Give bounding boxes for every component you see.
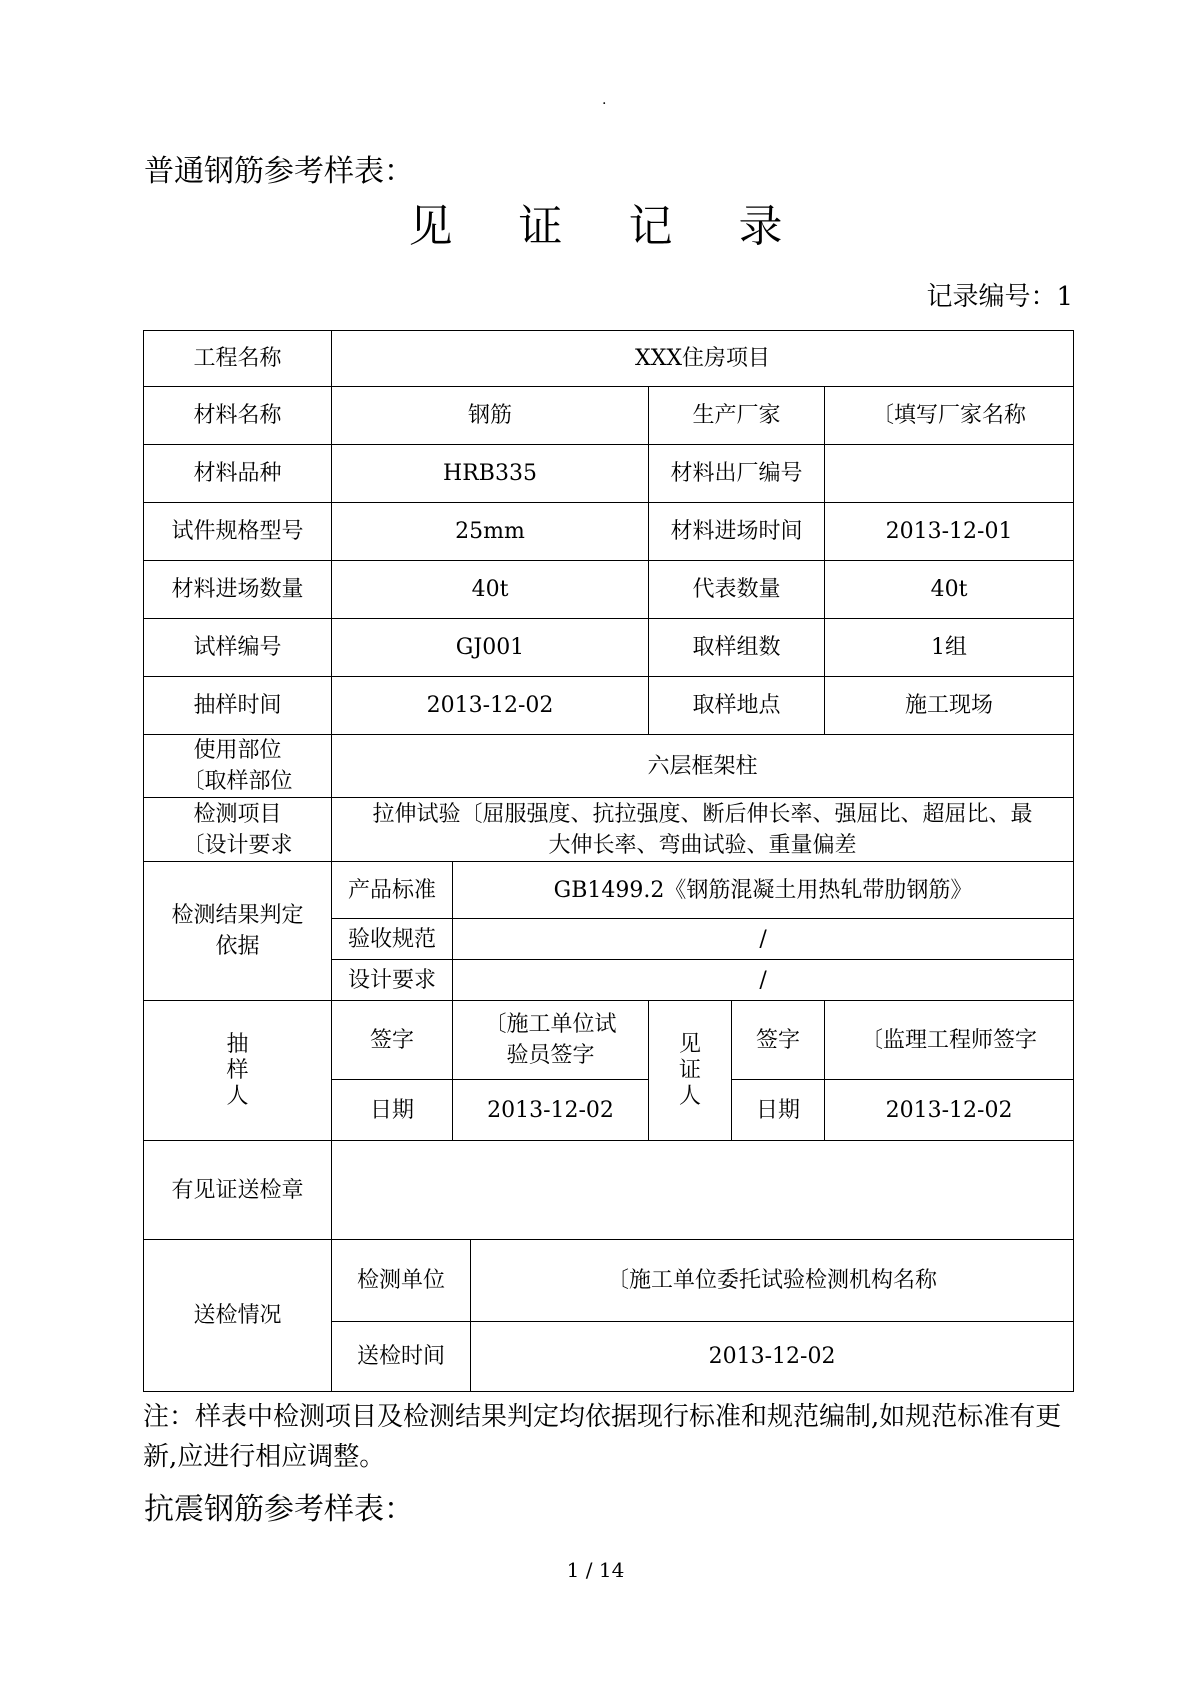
row-usage bbox=[144, 735, 1074, 798]
test-items-value-line1: 拉伸试验〔屈服强度、抗拉强度、断后伸长率、强屈比、超屈比、最 bbox=[372, 801, 1033, 827]
material-name-label: 材料名称 bbox=[144, 387, 332, 445]
witness-label-char1: 见 bbox=[678, 1031, 701, 1057]
witness-date-value: 2013-12-02 bbox=[825, 1080, 1074, 1141]
acceptance-value: / bbox=[453, 919, 1074, 960]
section2-heading: 抗震钢筋参考样表： bbox=[144, 1492, 414, 1527]
product-std-value: GB1499.2《钢筋混凝土用热轧带肋钢筋》 bbox=[453, 862, 1074, 919]
row-material-name bbox=[144, 387, 1074, 445]
entry-qty-value: 40t bbox=[332, 561, 649, 619]
row-spec bbox=[144, 503, 1074, 561]
test-unit-value: 〔施工单位委托试验检测机构名称 bbox=[471, 1240, 1074, 1322]
note-text: 注：样表中检测项目及检测结果判定均依据现行标准和规范编制,如规范标准有更新,应进行相应调整。 bbox=[143, 1402, 1062, 1472]
project-label: 工程名称 bbox=[144, 331, 332, 387]
manufacturer-label: 生产厂家 bbox=[649, 387, 825, 445]
design-req-label: 设计要求 bbox=[332, 960, 453, 1001]
witness-date-label: 日期 bbox=[732, 1080, 825, 1141]
submission-label: 送检情况 bbox=[144, 1240, 332, 1392]
acceptance-label: 验收规范 bbox=[332, 919, 453, 960]
row-quantity bbox=[144, 561, 1074, 619]
sampler-sign-line2: 验员签字 bbox=[506, 1043, 595, 1068]
sampling-place-value: 施工现场 bbox=[825, 677, 1074, 735]
test-items-label bbox=[144, 798, 332, 862]
rep-qty-label: 代表数量 bbox=[649, 561, 825, 619]
basis-label-line1: 检测结果判定 bbox=[171, 903, 304, 928]
page-number: 1 / 14 bbox=[566, 1558, 625, 1582]
sampler-label bbox=[144, 1001, 332, 1141]
record-number: 记录编号：1 bbox=[926, 282, 1073, 312]
material-name-value: 钢筋 bbox=[332, 387, 649, 445]
submit-time-value: 2013-12-02 bbox=[471, 1322, 1074, 1392]
sampler-label-char1: 抽 bbox=[226, 1031, 249, 1057]
row-sampling-time bbox=[144, 677, 1074, 735]
entry-time-value: 2013-12-01 bbox=[825, 503, 1074, 561]
page-title: 见 证 记 录 bbox=[408, 201, 809, 252]
submit-time-label: 送检时间 bbox=[332, 1322, 471, 1392]
product-std-label: 产品标准 bbox=[332, 862, 453, 919]
row-test-unit bbox=[144, 1240, 1074, 1322]
sampler-sign-label: 签字 bbox=[332, 1001, 453, 1080]
sampler-sign-value bbox=[453, 1001, 649, 1080]
test-items-value bbox=[332, 798, 1074, 862]
groups-label: 取样组数 bbox=[649, 619, 825, 677]
factory-no-value bbox=[825, 445, 1074, 503]
test-items-label-line1: 检测项目 bbox=[193, 801, 282, 827]
factory-no-label: 材料出厂编号 bbox=[649, 445, 825, 503]
spec-label: 试件规格型号 bbox=[144, 503, 332, 561]
variety-value: HRB335 bbox=[332, 445, 649, 503]
spec-value: 25mm bbox=[332, 503, 649, 561]
sampler-label-char2: 样 bbox=[226, 1057, 249, 1083]
sampler-date-label: 日期 bbox=[332, 1080, 453, 1141]
test-items-value-line2: 大伸长率、弯曲试验、重量偏差 bbox=[548, 832, 857, 858]
row-sample-no bbox=[144, 619, 1074, 677]
witness-sign-value: 〔监理工程师签字 bbox=[825, 1001, 1074, 1080]
witness-label bbox=[649, 1001, 732, 1141]
manufacturer-value: 〔填写厂家名称 bbox=[825, 387, 1074, 445]
sampler-label-char3: 人 bbox=[226, 1083, 249, 1109]
witness-label-char3: 人 bbox=[678, 1083, 701, 1109]
stamp-area bbox=[332, 1141, 1074, 1240]
witness-record-table bbox=[143, 330, 1074, 1392]
header-dot: . bbox=[602, 92, 607, 108]
sample-no-label: 试样编号 bbox=[144, 619, 332, 677]
test-unit-label: 检测单位 bbox=[332, 1240, 471, 1322]
variety-label: 材料品种 bbox=[144, 445, 332, 503]
basis-label-line2: 依据 bbox=[215, 934, 260, 959]
sampling-time-value: 2013-12-02 bbox=[332, 677, 649, 735]
sampling-place-label: 取样地点 bbox=[649, 677, 825, 735]
usage-value: 六层框架柱 bbox=[332, 735, 1074, 798]
sampler-date-value: 2013-12-02 bbox=[453, 1080, 649, 1141]
row-project bbox=[144, 331, 1074, 387]
test-items-label-line2: 〔设计要求 bbox=[182, 832, 293, 858]
groups-value: 1组 bbox=[825, 619, 1074, 677]
entry-qty-label: 材料进场数量 bbox=[144, 561, 332, 619]
row-test-items bbox=[144, 798, 1074, 862]
basis-label bbox=[144, 862, 332, 1001]
sampler-sign-line1: 〔施工单位试 bbox=[484, 1012, 617, 1037]
rep-qty-value: 40t bbox=[825, 561, 1074, 619]
section1-heading: 普通钢筋参考样表： bbox=[144, 154, 414, 189]
row-stamp bbox=[144, 1141, 1074, 1240]
design-req-value: / bbox=[453, 960, 1074, 1001]
entry-time-label: 材料进场时间 bbox=[649, 503, 825, 561]
sample-no-value: GJ001 bbox=[332, 619, 649, 677]
usage-label-line1: 使用部位 bbox=[193, 738, 282, 763]
row-variety bbox=[144, 445, 1074, 503]
project-value: XXX住房项目 bbox=[332, 331, 1074, 387]
witness-sign-label: 签字 bbox=[732, 1001, 825, 1080]
usage-label bbox=[144, 735, 332, 798]
stamp-label: 有见证送检章 bbox=[144, 1141, 332, 1240]
row-product-std bbox=[144, 862, 1074, 919]
sampling-time-label: 抽样时间 bbox=[144, 677, 332, 735]
witness-label-char2: 证 bbox=[678, 1057, 701, 1083]
row-signatures bbox=[144, 1001, 1074, 1080]
usage-label-line2: 〔取样部位 bbox=[182, 769, 293, 794]
